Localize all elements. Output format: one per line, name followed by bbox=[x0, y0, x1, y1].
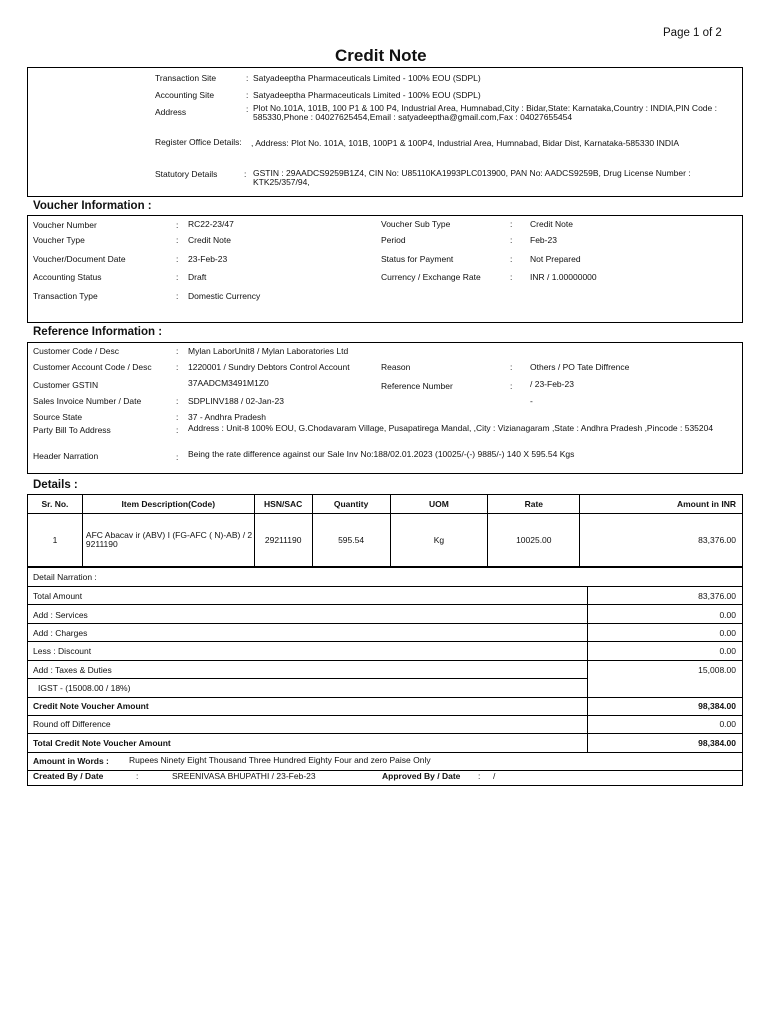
voucher-amount-value: 98,384.00 bbox=[698, 701, 736, 711]
total-voucher-value: 98,384.00 bbox=[698, 738, 736, 748]
charges-label: Add : Charges bbox=[33, 628, 88, 638]
discount-label: Less : Discount bbox=[33, 646, 92, 656]
address-label: Address bbox=[155, 107, 187, 117]
reference-extra: - bbox=[530, 396, 533, 406]
currency-label: Currency / Exchange Rate bbox=[381, 272, 481, 282]
cell-uom: Kg bbox=[390, 514, 488, 567]
account-code-value: 1220001 / Sundry Debtors Control Account bbox=[188, 362, 350, 372]
colon: : bbox=[176, 235, 179, 245]
party-bill-label: Party Bill To Address bbox=[33, 425, 111, 435]
transaction-site-value: Satyadeeptha Pharmaceuticals Limited - 100% EOU (SDPL) bbox=[253, 73, 481, 83]
period-value: Feb-23 bbox=[530, 235, 557, 245]
currency-value: INR / 1.00000000 bbox=[530, 272, 597, 282]
colon: : bbox=[176, 272, 179, 282]
source-state-value: 37 - Andhra Pradesh bbox=[188, 412, 266, 422]
col-sr-header: Sr. No. bbox=[28, 495, 83, 514]
approved-by-value: / bbox=[493, 771, 496, 781]
created-by-value: SREENIVASA BHUPATHI / 23-Feb-23 bbox=[172, 771, 316, 781]
header-narration-label: Header Narration bbox=[33, 451, 99, 461]
colon: : bbox=[176, 396, 179, 406]
sales-invoice-value: SDPLINV188 / 02-Jan-23 bbox=[188, 396, 284, 406]
reason-label: Reason bbox=[381, 362, 411, 372]
col-quantity-header: Quantity bbox=[312, 495, 390, 514]
sales-invoice-label: Sales Invoice Number / Date bbox=[33, 396, 142, 406]
total-amount-label: Total Amount bbox=[33, 591, 83, 601]
register-office-label: Register Office Details: bbox=[155, 137, 242, 147]
amount-in-words-label: Amount in Words : bbox=[33, 756, 109, 766]
voucher-type-label: Voucher Type bbox=[33, 235, 85, 245]
total-voucher-label: Total Credit Note Voucher Amount bbox=[33, 738, 171, 748]
party-bill-value: Address : Unit-8 100% EOU, G.Chodavaram Village, Pusapatirega Mandal, ,City : Vizianagaram ,State : Andhra Pradesh ,Pincode : 535204 bbox=[188, 423, 714, 433]
voucher-amount-label: Credit Note Voucher Amount bbox=[33, 701, 149, 711]
colon: : bbox=[510, 219, 513, 229]
colon: : bbox=[136, 771, 139, 781]
colon: : bbox=[246, 104, 249, 114]
colon: : bbox=[176, 291, 179, 301]
taxes-label: Add : Taxes & Duties bbox=[33, 665, 112, 675]
period-label: Period bbox=[381, 235, 406, 245]
voucher-type-value: Credit Note bbox=[188, 235, 231, 245]
total-amount-value: 83,376.00 bbox=[698, 591, 736, 601]
transaction-site-label: Transaction Site bbox=[155, 73, 217, 83]
voucher-number-label: Voucher Number bbox=[33, 220, 97, 230]
colon: : bbox=[176, 425, 179, 435]
payment-status-label: Status for Payment bbox=[381, 254, 454, 264]
cell-amount: 83,376.00 bbox=[580, 514, 743, 567]
colon: : bbox=[176, 254, 179, 264]
reference-section-title: Reference Information : bbox=[33, 326, 163, 338]
details-section-title: Details : bbox=[33, 479, 78, 491]
details-table bbox=[27, 494, 743, 567]
col-hsn-header: HSN/SAC bbox=[254, 495, 312, 514]
colon: : bbox=[176, 412, 179, 422]
table-row bbox=[28, 514, 743, 567]
accounting-status-value: Draft bbox=[188, 272, 207, 282]
voucher-date-value: 23-Feb-23 bbox=[188, 254, 228, 264]
address-value: Plot No.101A, 101B, 100 P1 & 100 P4, Industrial Area, Humnabad,City : Bidar,State: Karnataka,Country : INDIA,PIN Code : 585330,Phone : 04027625454,Email : satyadeeptha@gmail.com,Fax : 04027655454 bbox=[253, 103, 717, 122]
colon: : bbox=[176, 220, 179, 230]
customer-code-value: Mylan LaborUnit8 / Mylan Laboratories Ltd bbox=[188, 346, 349, 356]
reason-value: Others / PO Tate Diffrence bbox=[530, 362, 630, 372]
colon: : bbox=[510, 272, 513, 282]
accounting-site-label: Accounting Site bbox=[155, 90, 215, 100]
services-label: Add : Services bbox=[33, 610, 88, 620]
colon: : bbox=[244, 169, 247, 179]
col-uom-header: UOM bbox=[390, 495, 488, 514]
colon: : bbox=[478, 771, 481, 781]
header-narration-value: Being the rate difference against our Sale Inv No:188/02.01.2023 (10025/-(-) 9885/-) 140 X 595.54 Kgs bbox=[188, 449, 575, 459]
payment-status-value: Not Prepared bbox=[530, 254, 581, 264]
round-off-label: Round off Difference bbox=[33, 719, 111, 729]
source-state-label: Source State bbox=[33, 412, 83, 422]
customer-code-label: Customer Code / Desc bbox=[33, 346, 119, 356]
taxes-value: 15,008.00 bbox=[698, 665, 736, 675]
page-title: Credit Note bbox=[335, 46, 427, 65]
register-office-value: , Address: Plot No. 101A, 101B, 100P1 & 100P4, Industrial Area, Humnabad, Bidar Dist, Karnataka-585330 INDIA bbox=[251, 138, 680, 148]
reference-number-value: / 23-Feb-23 bbox=[530, 379, 574, 389]
statutory-value: GSTIN : 29AADCS9259B1Z4, CIN No: U85110KA1993PLC013900, PAN No: AADCS9259B, Drug License Number : KTK25/357/94, bbox=[253, 168, 691, 187]
created-by-label: Created By / Date bbox=[33, 771, 104, 781]
col-amount-header: Amount in INR bbox=[580, 495, 743, 514]
accounting-site-value: Satyadeeptha Pharmaceuticals Limited - 100% EOU (SDPL) bbox=[253, 90, 481, 100]
accounting-status-label: Accounting Status bbox=[33, 272, 102, 282]
voucher-info-box bbox=[27, 215, 743, 323]
approved-by-label: Approved By / Date bbox=[382, 771, 461, 781]
voucher-sub-type-value: Credit Note bbox=[530, 219, 573, 229]
amount-in-words-value: Rupees Ninety Eight Thousand Three Hundred Eighty Four and zero Paise Only bbox=[129, 755, 431, 765]
discount-value: 0.00 bbox=[719, 646, 736, 656]
colon: : bbox=[176, 362, 179, 372]
colon: : bbox=[510, 254, 513, 264]
gstin-value: 37AADCM3491M1Z0 bbox=[188, 378, 269, 388]
col-rate-header: Rate bbox=[488, 495, 580, 514]
colon: : bbox=[176, 452, 179, 462]
cell-hsn: 29211190 bbox=[254, 514, 312, 567]
cell-rate: 10025.00 bbox=[488, 514, 580, 567]
services-value: 0.00 bbox=[719, 610, 736, 620]
colon: : bbox=[246, 90, 249, 100]
colon: : bbox=[510, 235, 513, 245]
cell-description: AFC Abacav ir (ABV) I (FG-AFC ( N)-AB) / 2 9211190 bbox=[82, 514, 254, 567]
gstin-label: Customer GSTIN bbox=[33, 380, 99, 390]
col-item-header: Item Description(Code) bbox=[82, 495, 254, 514]
cell-quantity: 595.54 bbox=[312, 514, 390, 567]
voucher-sub-type-label: Voucher Sub Type bbox=[381, 219, 451, 229]
charges-value: 0.00 bbox=[719, 628, 736, 638]
statutory-label: Statutory Details bbox=[155, 169, 218, 179]
voucher-date-label: Voucher/Document Date bbox=[33, 254, 126, 264]
colon: : bbox=[510, 381, 513, 391]
account-code-label: Customer Account Code / Desc bbox=[33, 362, 152, 372]
cell-sr: 1 bbox=[28, 514, 83, 567]
igst-label: IGST - (15008.00 / 18%) bbox=[38, 683, 131, 693]
details-header-row bbox=[28, 495, 743, 514]
reference-number-label: Reference Number bbox=[381, 381, 453, 391]
colon: : bbox=[510, 362, 513, 372]
round-off-value: 0.00 bbox=[719, 719, 736, 729]
voucher-number-value: RC22-23/47 bbox=[188, 219, 234, 229]
page-number: Page 1 of 2 bbox=[663, 27, 722, 39]
detail-narration-label: Detail Narration : bbox=[33, 572, 97, 582]
transaction-type-value: Domestic Currency bbox=[188, 291, 261, 301]
voucher-section-title: Voucher Information : bbox=[33, 200, 152, 212]
colon: : bbox=[176, 346, 179, 356]
colon: : bbox=[246, 73, 249, 83]
totals-box bbox=[27, 567, 743, 786]
transaction-type-label: Transaction Type bbox=[33, 291, 98, 301]
